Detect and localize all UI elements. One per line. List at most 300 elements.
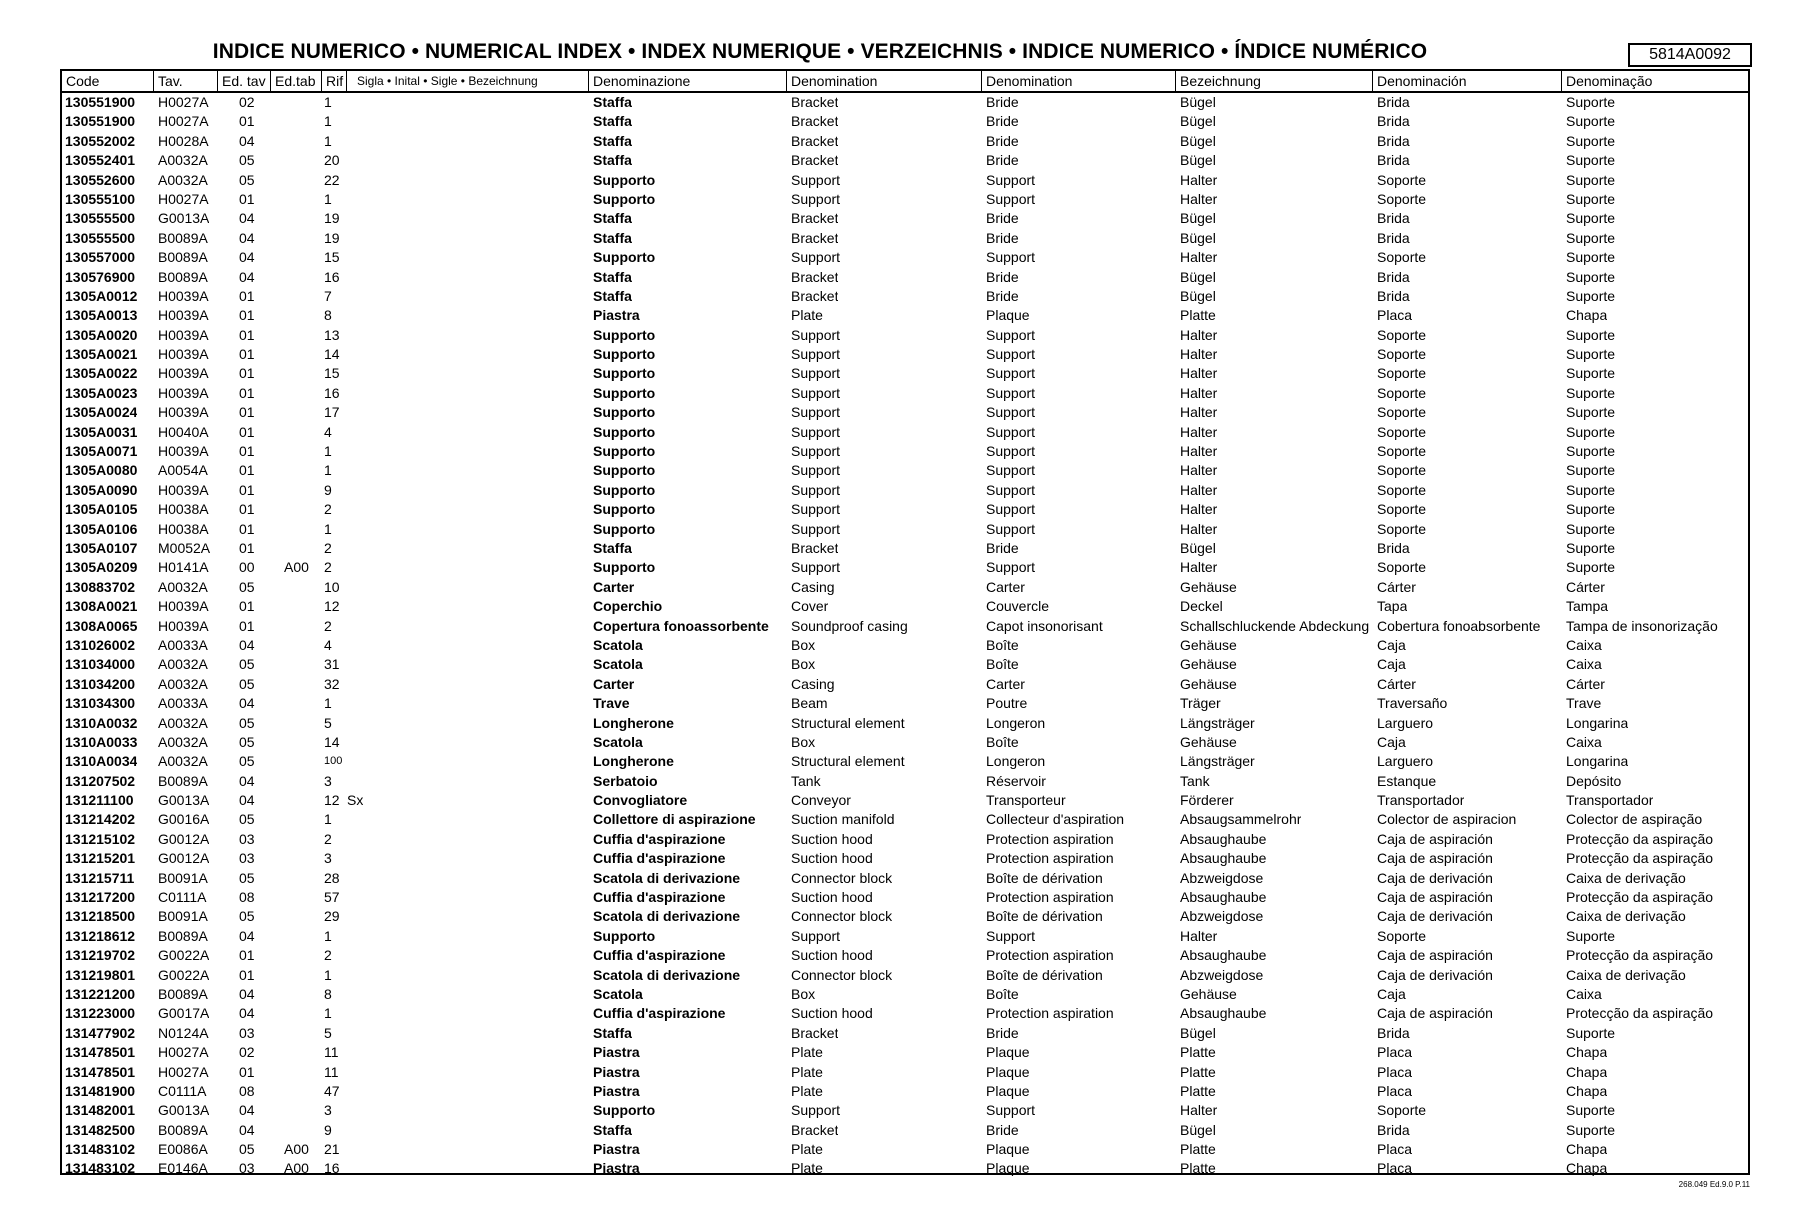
cell-rif: 1 [324,1005,332,1022]
cell-denomination-fr: Transporteur [986,792,1066,809]
cell-tav: C0111A [158,889,207,906]
cell-denomination-en: Suction manifold [791,811,895,828]
cell-denomination-en: Conveyor [791,792,851,809]
cell-tav: C0111A [158,1082,207,1099]
cell-code: 1305A0023 [65,384,138,401]
cell-denomination-en: Plate [791,1141,823,1158]
cell-denomination-en: Support [791,249,841,266]
cell-denominacao: Suporte [1566,132,1616,149]
cell-ed-tav: 01 [239,404,255,421]
cell-tav: G0022A [158,966,210,983]
cell-code: 131026002 [65,636,136,653]
cell-denominacion: Brida [1377,1024,1410,1041]
cell-denominacao: Chapa [1566,1063,1608,1080]
cell-denomination-en: Bracket [791,152,839,169]
cell-denominacao: Suporte [1566,539,1616,556]
cell-rif: 15 [324,365,340,382]
table-row [62,345,1748,364]
cell-tav: A0033A [158,636,208,653]
table-row [62,1004,1748,1023]
cell-rif: 47 [324,1082,340,1099]
cell-denominacao: Caixa [1566,656,1602,673]
cell-tav: H0027A [158,94,209,110]
cell-denominazione: Supporto [593,927,656,944]
cell-denominacion: Brida [1377,539,1410,556]
cell-bezeichnung: Bügel [1180,287,1216,304]
cell-denominazione: Collettore di aspirazione [593,811,756,828]
cell-denominacao: Suporte [1566,1024,1616,1041]
cell-ed-tav: 05 [239,1141,255,1158]
cell-denominacion: Soporte [1377,423,1427,440]
cell-denominazione: Staffa [593,132,632,149]
cell-ed-tav: 04 [239,210,255,227]
cell-denomination-en: Support [791,1102,841,1119]
cell-denomination-fr: Support [986,1102,1036,1119]
cell-ed-tav: 04 [239,132,255,149]
cell-tav: E0086A [158,1141,208,1158]
table-row [62,578,1748,597]
cell-ed-tab: A00 [284,1141,309,1158]
cell-denominacao: Caixa [1566,985,1602,1002]
cell-rif: 9 [324,481,332,498]
cell-ed-tav: 04 [239,792,255,809]
cell-denominacion: Soporte [1377,190,1427,207]
cell-denominacion: Soporte [1377,520,1427,537]
cell-ed-tav: 04 [239,229,255,246]
cell-denominazione: Supporto [593,443,656,460]
cell-denominacion: Placa [1377,1044,1413,1061]
table-row [62,132,1748,151]
table-header [62,71,1748,93]
cell-ed-tav: 02 [239,94,255,110]
cell-denomination-en: Bracket [791,268,839,285]
cell-denominacao: Suporte [1566,249,1616,266]
cell-denominacao: Suporte [1566,346,1616,363]
cell-rif: 2 [324,559,332,576]
cell-denominacion: Placa [1377,1141,1413,1158]
cell-denominacao: Suporte [1566,326,1616,343]
table-row [62,1101,1748,1120]
cell-rif: 8 [324,307,332,324]
cell-tav: A0032A [158,675,208,692]
cell-denomination-fr: Carter [986,675,1025,692]
cell-code: 1305A0107 [65,539,138,556]
cell-code: 131477902 [65,1024,136,1041]
cell-rif: 17 [324,404,340,421]
table-row [62,830,1748,849]
cell-denomination-en: Support [791,384,841,401]
cell-denomination-fr: Bride [986,229,1019,246]
cell-rif: 1 [324,966,332,983]
cell-denominacao: Caixa de derivação [1566,869,1686,886]
table-row [62,946,1748,965]
cell-denomination-en: Bracket [791,287,839,304]
cell-denominacion: Soporte [1377,171,1427,188]
cell-denomination-fr: Support [986,462,1036,479]
table-row [62,675,1748,694]
table-row [62,442,1748,461]
cell-bezeichnung: Schallschluckende Abdeckung [1180,617,1370,634]
cell-denomination-en: Plate [791,307,823,324]
table-row [62,869,1748,888]
cell-denominazione: Piastra [593,1063,640,1080]
cell-tav: H0027A [158,1044,209,1061]
cell-ed-tav: 01 [239,598,255,615]
cell-code: 131215711 [65,869,135,886]
cell-bezeichnung: Platte [1180,1063,1216,1080]
cell-ed-tav: 04 [239,985,255,1002]
cell-denomination-en: Bracket [791,539,839,556]
cell-denominacion: Caja de derivación [1377,869,1493,886]
cell-tav: A0032A [158,578,208,595]
cell-denominacion: Traversaño [1377,695,1448,712]
cell-ed-tav: 04 [239,695,255,712]
cell-denominacion: Caja [1377,985,1406,1002]
cell-code: 131215102 [65,830,136,847]
cell-denominacion: Caja [1377,733,1406,750]
cell-denominazione: Supporto [593,190,656,207]
cell-denomination-fr: Boîte de dérivation [986,966,1103,983]
cell-bezeichnung: Gehäuse [1180,636,1237,653]
cell-tav: H0038A [158,501,209,518]
cell-denominazione: Supporto [593,520,656,537]
cell-ed-tav: 08 [239,889,255,906]
table-row [62,287,1748,306]
cell-denominacion: Soporte [1377,384,1427,401]
cell-code: 131482500 [65,1121,136,1138]
cell-denominacion: Caja de aspiración [1377,947,1493,964]
cell-ed-tav: 05 [239,869,255,886]
cell-ed-tav: 05 [239,656,255,673]
cell-denomination-fr: Boîte [986,733,1019,750]
cell-denomination-fr: Bride [986,1121,1019,1138]
cell-denominacion: Soporte [1377,443,1427,460]
cell-code: 130551900 [65,94,136,110]
cell-denominazione: Staffa [593,210,632,227]
cell-denominacion: Soporte [1377,404,1427,421]
cell-bezeichnung: Halter [1180,384,1218,401]
cell-code: 130555500 [65,229,136,246]
cell-code: 131482001 [65,1102,136,1119]
cell-denominazione: Supporto [593,501,656,518]
cell-tav: H0039A [158,443,209,460]
cell-tav: B0089A [158,1121,208,1138]
cell-denomination-fr: Bride [986,539,1019,556]
cell-denominacion: Cárter [1377,578,1416,595]
cell-denominacion: Caja de aspiración [1377,1005,1493,1022]
cell-denominacion: Placa [1377,1063,1413,1080]
cell-bezeichnung: Bügel [1180,210,1216,227]
cell-denominacao: Suporte [1566,927,1616,944]
cell-ed-tav: 04 [239,249,255,266]
cell-ed-tav: 03 [239,1024,255,1041]
cell-denominacion: Caja de derivación [1377,966,1493,983]
cell-denomination-fr: Support [986,384,1036,401]
cell-bezeichnung: Platte [1180,1160,1216,1177]
cell-denominacion: Soporte [1377,559,1427,576]
header-ed-tab: Ed.tab [271,71,322,91]
cell-denominacao: Suporte [1566,462,1616,479]
cell-ed-tav: 01 [239,481,255,498]
cell-denominacao: Suporte [1566,1121,1616,1138]
cell-denominazione: Trave [593,695,630,712]
table-row [62,423,1748,442]
cell-rif: 3 [324,1102,332,1119]
cell-denomination-fr: Support [986,501,1036,518]
cell-denominacion: Caja [1377,656,1406,673]
cell-bezeichnung: Halter [1180,365,1218,382]
header-rif: Rif [322,71,347,91]
cell-rif: 100 [324,755,343,768]
cell-denomination-en: Support [791,326,841,343]
cell-ed-tab: A00 [284,559,309,576]
cell-ed-tav: 05 [239,811,255,828]
cell-rif: 16 [324,268,340,285]
page-footer: 268.049 Ed.9.0 P.11 [1678,1180,1750,1189]
cell-denominacao: Longarina [1566,753,1629,770]
cell-rif: 11 [324,1063,339,1080]
cell-rif: 21 [324,1141,340,1158]
cell-denominacao: Protecção da aspiração [1566,889,1714,906]
cell-denomination-fr: Support [986,326,1036,343]
cell-denomination-fr: Bride [986,268,1019,285]
cell-bezeichnung: Halter [1180,501,1218,518]
cell-denominacao: Suporte [1566,190,1616,207]
cell-denominacao: Caixa [1566,733,1602,750]
cell-rif: 2 [324,830,332,847]
cell-denomination-en: Connector block [791,966,893,983]
cell-code: 131483102 [65,1160,136,1177]
cell-ed-tav: 05 [239,578,255,595]
cell-code: 131478501 [65,1044,136,1061]
cell-tav: H0039A [158,481,209,498]
cell-denominacao: Chapa [1566,1082,1608,1099]
cell-denominacao: Suporte [1566,443,1616,460]
cell-ed-tav: 02 [239,1044,255,1061]
cell-rif: 28 [324,869,340,886]
cell-denomination-fr: Bride [986,132,1019,149]
cell-ed-tav: 01 [239,501,255,518]
table-row [62,714,1748,733]
cell-ed-tav: 01 [239,617,255,634]
cell-bezeichnung: Bügel [1180,229,1216,246]
cell-ed-tav: 01 [239,520,255,537]
cell-bezeichnung: Bügel [1180,539,1216,556]
cell-code: 130552401 [65,152,136,169]
cell-tav: A0033A [158,695,208,712]
cell-bezeichnung: Längsträger [1180,714,1255,731]
cell-code: 1305A0105 [65,501,138,518]
cell-bezeichnung: Bügel [1180,268,1216,285]
cell-denomination-fr: Protection aspiration [986,830,1114,847]
cell-denomination-en: Tank [791,772,821,789]
cell-denominacao: Suporte [1566,152,1616,169]
cell-rif: 4 [324,423,332,440]
cell-denominacao: Suporte [1566,423,1616,440]
cell-denomination-fr: Support [986,404,1036,421]
numerical-index-table [60,69,1750,1175]
cell-denominacao: Caixa de derivação [1566,908,1686,925]
cell-denominazione: Staffa [593,1024,632,1041]
cell-denominazione: Scatola [593,985,643,1002]
page-title: INDICE NUMERICO • NUMERICAL INDEX • INDEX NUMERIQUE • VERZEICHNIS • INDICE NUMERICO • ÍNDICE NUMÉRICO [212,40,1428,63]
cell-rif: 14 [324,346,340,363]
cell-ed-tav: 01 [239,384,255,401]
cell-denomination-fr: Support [986,423,1036,440]
cell-ed-tav: 01 [239,539,255,556]
cell-denomination-en: Plate [791,1044,823,1061]
cell-denomination-en: Casing [791,578,835,595]
cell-denominacao: Protecção da aspiração [1566,850,1714,867]
table-row [62,927,1748,946]
table-row [62,229,1748,248]
cell-denominazione: Staffa [593,1121,632,1138]
cell-denominacao: Transportador [1566,792,1654,809]
cell-ed-tav: 01 [239,326,255,343]
cell-denominazione: Staffa [593,229,632,246]
cell-tav: B0091A [158,869,208,886]
cell-tav: B0091A [158,908,208,925]
cell-ed-tab: A00 [284,1160,309,1177]
cell-denomination-fr: Support [986,171,1036,188]
cell-bezeichnung: Gehäuse [1180,733,1237,750]
cell-tav: B0089A [158,927,208,944]
cell-denominazione: Supporto [593,1102,656,1119]
cell-denominazione: Convogliatore [593,792,688,809]
cell-denominazione: Longherone [593,753,674,770]
header-denomination-en: Denomination [787,71,982,91]
cell-denomination-fr: Support [986,365,1036,382]
cell-denominazione: Carter [593,675,635,692]
cell-rif: 1 [324,462,332,479]
cell-rif: 1 [324,132,332,149]
cell-denomination-fr: Boîte [986,656,1019,673]
cell-code: 130555100 [65,190,136,207]
cell-denominazione: Piastra [593,1160,640,1177]
cell-rif: 12 [324,598,340,615]
cell-denomination-en: Suction hood [791,830,873,847]
table-row [62,966,1748,985]
cell-bezeichnung: Bügel [1180,1121,1216,1138]
table-row [62,1159,1748,1178]
cell-denominacao: Caixa de derivação [1566,966,1686,983]
cell-denomination-fr: Protection aspiration [986,889,1114,906]
cell-denomination-en: Suction hood [791,947,873,964]
cell-rif: 1 [324,811,332,828]
cell-denominacao: Suporte [1566,287,1616,304]
cell-denominacion: Soporte [1377,365,1427,382]
cell-tav: B0089A [158,229,208,246]
cell-tav: B0089A [158,249,208,266]
table-body [62,93,1748,1179]
cell-ed-tav: 04 [239,1102,255,1119]
cell-denominacao: Cárter [1566,578,1605,595]
cell-denominacion: Brida [1377,94,1410,110]
cell-bezeichnung: Halter [1180,520,1218,537]
cell-denomination-en: Support [791,365,841,382]
table-row [62,306,1748,325]
cell-rif: 29 [324,908,340,925]
cell-rif: 11 [324,1044,339,1061]
cell-rif: 5 [324,1024,332,1041]
cell-denominazione: Cuffia d'aspirazione [593,947,726,964]
cell-tav: B0089A [158,985,208,1002]
cell-denominazione: Supporto [593,171,656,188]
table-row [62,636,1748,655]
cell-denomination-en: Suction hood [791,889,873,906]
cell-denominacao: Chapa [1566,1160,1608,1177]
cell-code: 1305A0020 [65,326,138,343]
cell-denomination-fr: Bride [986,152,1019,169]
cell-denominacao: Chapa [1566,1141,1608,1158]
header-ed-tav: Ed. tav [218,71,271,91]
cell-bezeichnung: Abzweigdose [1180,869,1264,886]
cell-rif: 19 [324,229,340,246]
cell-bezeichnung: Tank [1180,772,1210,789]
cell-code: 131217200 [65,889,136,906]
table-row [62,326,1748,345]
cell-tav: H0027A [158,113,209,130]
cell-code: 1305A0090 [65,481,138,498]
cell-denomination-en: Bracket [791,132,839,149]
cell-code: 130555500 [65,210,136,227]
cell-denominacion: Tapa [1377,598,1408,615]
cell-rif: 32 [324,675,340,692]
cell-rif: 12 [324,792,340,809]
cell-denominacao: Protecção da aspiração [1566,947,1714,964]
cell-tav: A0032A [158,152,208,169]
cell-denomination-en: Box [791,985,816,1002]
cell-denominacion: Caja de aspiración [1377,889,1493,906]
cell-code: 131207502 [65,772,136,789]
cell-rif: 1 [324,443,332,460]
cell-denomination-fr: Bride [986,287,1019,304]
cell-denominazione: Serbatoio [593,772,658,789]
cell-tav: G0013A [158,792,210,809]
cell-denomination-en: Support [791,346,841,363]
table-row [62,481,1748,500]
cell-denomination-en: Box [791,636,816,653]
cell-ed-tav: 01 [239,287,255,304]
cell-tav: A0032A [158,656,208,673]
cell-tav: E0146A [158,1160,208,1177]
cell-denominacao: Suporte [1566,404,1616,421]
table-row [62,151,1748,170]
table-row [62,810,1748,829]
cell-rif: 2 [324,501,332,518]
cell-ed-tav: 05 [239,675,255,692]
cell-denomination-en: Bracket [791,1121,839,1138]
table-row [62,694,1748,713]
table-row [62,791,1748,810]
cell-denomination-en: Support [791,423,841,440]
cell-rif: 1 [324,94,332,110]
cell-bezeichnung: Halter [1180,346,1218,363]
cell-denomination-en: Soundproof casing [791,617,908,634]
cell-denominacion: Brida [1377,132,1410,149]
cell-rif: 1 [324,113,332,130]
cell-tav: M0052A [158,539,211,556]
cell-code: 130883702 [65,578,136,595]
cell-denomination-en: Bracket [791,229,839,246]
cell-bezeichnung: Absaughaube [1180,850,1267,867]
cell-denomination-fr: Protection aspiration [986,1005,1114,1022]
table-row [62,1024,1748,1043]
cell-ed-tav: 03 [239,850,255,867]
cell-denominacion: Caja [1377,636,1406,653]
cell-rif: 16 [324,384,340,401]
cell-tav: H0039A [158,326,209,343]
